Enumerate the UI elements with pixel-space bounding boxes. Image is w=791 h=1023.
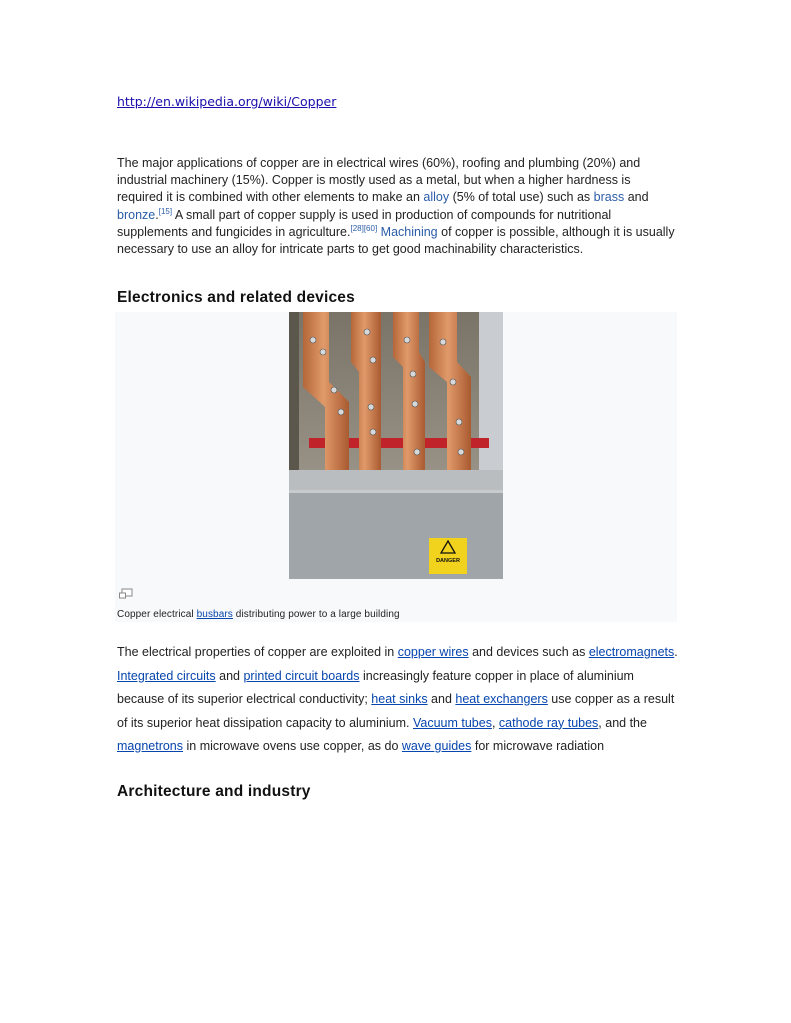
body-text: use copper as a result of its superior heat dissipation capacity to aluminium. (117, 692, 675, 730)
danger-sign (429, 538, 467, 574)
intro-text: of copper is possible, although it is usually necessary to use an alloy for intricate parts to get good machinability characteristics. (117, 224, 675, 257)
body-text: The electrical properties of copper are exploited in (117, 645, 398, 659)
caption-text: distributing power to a large building (232, 609, 400, 620)
busbar-figure (115, 312, 677, 622)
link-machining[interactable]: Machining (380, 224, 438, 239)
intro-text: . (155, 207, 159, 222)
link-brass[interactable]: brass (593, 190, 625, 205)
body-text: in microwave ovens use copper, as do (183, 739, 402, 753)
busbar-illustration (289, 312, 503, 579)
body-text: and devices such as (468, 645, 589, 659)
magnify-icon[interactable] (119, 588, 133, 599)
body-text: , (491, 715, 499, 730)
body-text: and (215, 668, 244, 683)
body-text: increasingly feature copper in place of aluminium because of its superior electrical conductivity; (117, 668, 634, 706)
link-bronze[interactable]: bronze (117, 207, 156, 222)
link-printed-circuit-boards[interactable]: printed circuit boards (243, 668, 360, 683)
reference-15[interactable]: [15] (158, 206, 173, 216)
intro-text: (5% of total use) such as (449, 190, 594, 205)
link-alloy[interactable]: alloy (423, 190, 450, 205)
link-heat-sinks[interactable]: heat sinks (371, 692, 428, 706)
link-copper-wires[interactable]: copper wires (397, 645, 469, 659)
heading-electronics: Electronics and related devices (117, 289, 355, 306)
heading-architecture: Architecture and industry (117, 783, 311, 800)
link-busbars[interactable]: busbars (196, 609, 233, 620)
link-heat-exchangers[interactable]: heat exchangers (455, 692, 548, 706)
link-magnetrons[interactable]: magnetrons (117, 739, 184, 753)
body-text: . (674, 645, 678, 659)
intro-text: The major applications of copper are in electrical wires (60%), roofing and plumbing (20%) and industrial machinery (15%). Copper is mostly used as a metal, but when a higher hardness is required it is combined with other elements to make an (117, 156, 641, 205)
body-text: for microwave radiation (471, 739, 605, 753)
busbar-photo[interactable] (289, 312, 503, 579)
link-cathode-ray-tubes[interactable]: cathode ray tubes (498, 715, 599, 730)
body-text: and (427, 692, 456, 706)
link-electromagnets[interactable]: electromagnets (588, 645, 675, 659)
intro-paragraph (117, 155, 677, 258)
link-vacuum-tubes[interactable]: Vacuum tubes (412, 715, 492, 730)
reference-28-60[interactable]: [28][60] (350, 223, 378, 233)
link-wave-guides[interactable]: wave guides (401, 739, 472, 753)
link-integrated-circuits[interactable]: Integrated circuits (117, 668, 216, 683)
electronics-paragraph (117, 641, 679, 759)
body-text: , and the (598, 715, 647, 730)
danger-sign-label: DANGER (436, 558, 460, 564)
intro-text: A small part of copper supply is used in production of compounds for nutritional supplements and fungicides in agriculture. (117, 207, 612, 239)
caption-text: Copper electrical (117, 609, 197, 620)
figure-caption (117, 609, 400, 620)
intro-text: and (624, 190, 649, 205)
source-url-link[interactable]: http://en.wikipedia.org/wiki/Copper (117, 94, 337, 109)
